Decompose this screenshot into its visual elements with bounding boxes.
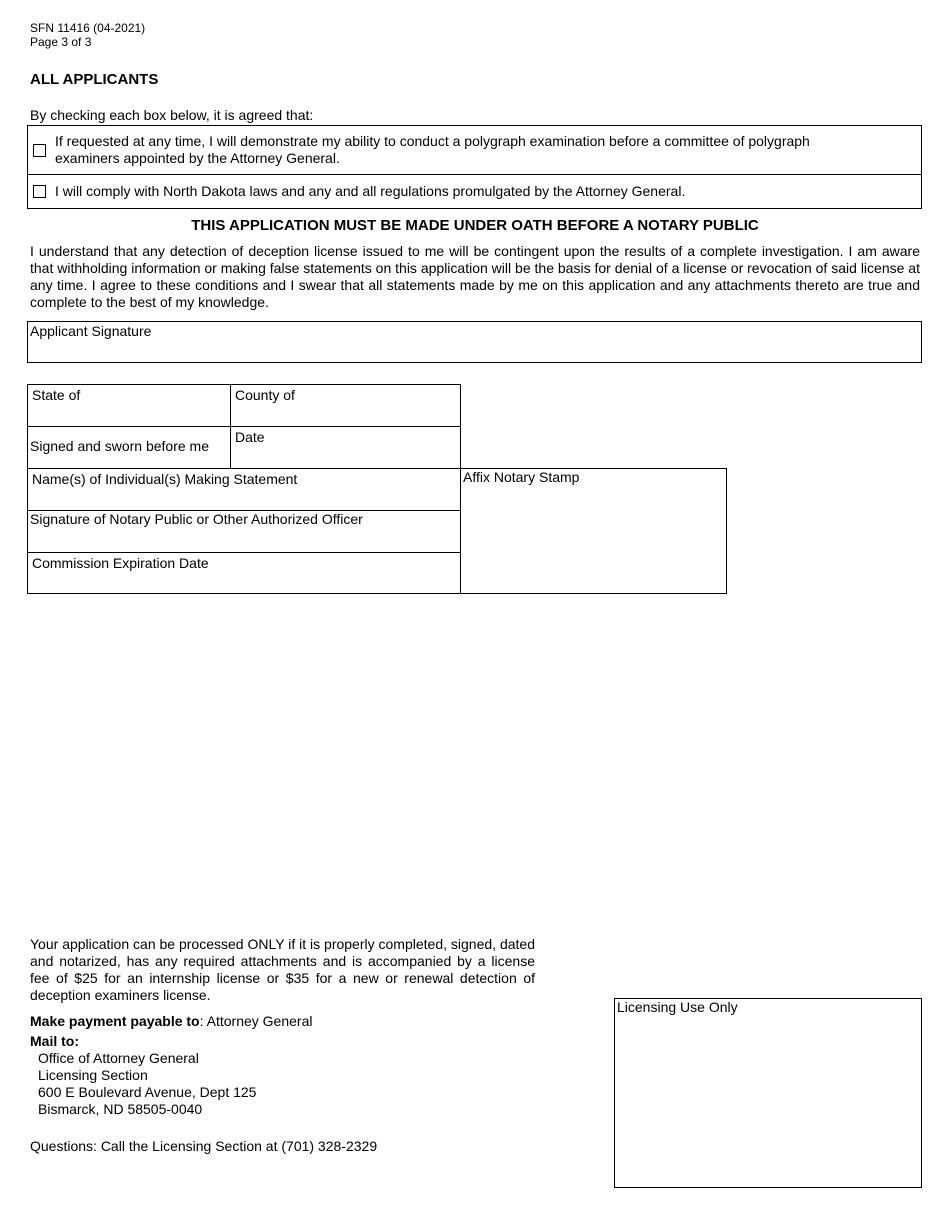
date-field[interactable]: [230, 426, 461, 469]
form-header: [30, 21, 145, 49]
agreement-intro: By checking each box below, it is agreed that:: [30, 107, 314, 123]
payable-value: : Attorney General: [199, 1013, 313, 1029]
date-label: Date: [235, 429, 265, 445]
notary-signature-label: Signature of Notary Public or Other Authorized Officer: [30, 511, 363, 527]
state-of-label: State of: [32, 387, 81, 403]
agreement-text-2: I will comply with North Dakota laws and any and all regulations promulgated by the Attorney General.: [55, 183, 686, 199]
agreement-row-2: [27, 174, 922, 209]
payable-label: Make payment payable to: [30, 1013, 200, 1029]
agreement-row-1: [27, 125, 922, 175]
county-of-field[interactable]: [230, 384, 461, 427]
commission-expiration-label: Commission Expiration Date: [32, 555, 209, 571]
payment-line: [30, 1013, 312, 1029]
mailing-address: [30, 1033, 256, 1118]
applicant-signature-field[interactable]: [27, 321, 922, 363]
agreement-checkbox-1[interactable]: [33, 144, 46, 157]
notary-stamp-label: Affix Notary Stamp: [463, 469, 580, 485]
signed-sworn-label: Signed and sworn before me: [30, 438, 209, 454]
section-title: ALL APPLICANTS: [30, 71, 159, 88]
applicant-signature-label: Applicant Signature: [30, 323, 152, 339]
page-number: Page 3 of 3: [30, 35, 92, 49]
county-of-label: County of: [235, 387, 295, 403]
address-line: Licensing Section: [38, 1067, 148, 1083]
signed-sworn-field: [27, 426, 231, 469]
address-line: Bismarck, ND 58505-0040: [38, 1101, 203, 1117]
address-line: 600 E Boulevard Avenue, Dept 125: [38, 1084, 257, 1100]
questions-contact: Questions: Call the Licensing Section at (701) 328-2329: [30, 1138, 378, 1154]
commission-expiration-field[interactable]: [27, 552, 461, 594]
agreement-checkbox-2[interactable]: [33, 185, 46, 198]
agreement-text-1: If requested at any time, I will demonstrate my ability to conduct a polygraph examination before a committee of polygraph examiners appointed by the Attorney General.: [55, 133, 810, 166]
mail-to-label: Mail to:: [30, 1033, 79, 1049]
form-number: SFN 11416 (04-2021): [30, 21, 146, 35]
oath-heading: THIS APPLICATION MUST BE MADE UNDER OATH BEFORE A NOTARY PUBLIC: [191, 217, 759, 234]
address-line: Office of Attorney General: [38, 1050, 199, 1066]
names-field[interactable]: [27, 468, 461, 511]
processing-note: Your application can be processed ONLY if it is properly completed, signed, dated and notarized, has any required attachments and is accompanied by a license fee of $25 for an internship license or $35 for a new or renewal detection of deception examiners license.: [30, 936, 535, 1003]
names-label: Name(s) of Individual(s) Making Statement: [32, 471, 298, 487]
licensing-use-box: [614, 998, 922, 1188]
oath-paragraph: I understand that any detection of deception license issued to me will be contingent upon the results of a complete investigation. I am aware that withholding information or making false statements on this application will be the basis for denial of a license or revocation of said license at any time. I agree to these conditions and I swear that all statements made by me on this application and any attachments thereto are true and complete to the best of my knowledge.: [30, 243, 920, 310]
notary-signature-field[interactable]: [27, 510, 461, 553]
licensing-use-label: Licensing Use Only: [617, 999, 738, 1015]
notary-stamp-area: [460, 468, 727, 594]
state-of-field[interactable]: [27, 384, 231, 427]
